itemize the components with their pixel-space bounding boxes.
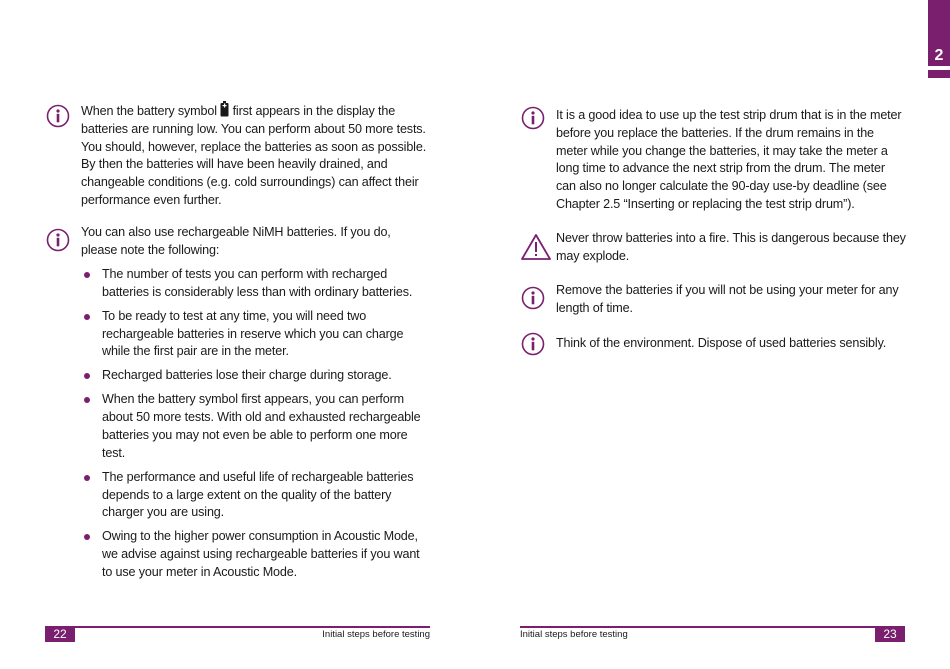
note-text: Remove the batteries if you will not be using your meter for any length of time. — [556, 283, 899, 315]
note-text: It is a good idea to use up the test strip drum that is in the meter before you replace the batteries. If the drum remains in the meter while you change the batteries, it may take the meter a long time to advance the next strip from the drum. The meter can also no longer calculate the 90-day use-by deadline (see Chapter 2.5 “Inserting or replacing the test strip drum”). — [556, 108, 902, 211]
note-text-before-icon: When the battery symbol — [81, 104, 217, 118]
list-item — [82, 367, 430, 385]
note-rechargeable — [81, 224, 426, 260]
battery-icon — [220, 101, 229, 117]
note-text: You can also use rechargeable NiMH batteries. If you do, please note the following: — [81, 225, 391, 257]
list-item-text: Recharged batteries lose their charge during storage. — [102, 368, 392, 383]
list-item — [82, 469, 430, 522]
list-item — [82, 308, 430, 361]
bullet-dot — [84, 314, 90, 320]
list-item-text: When the battery symbol first appears, you can perform about 50 more tests. With old and exhausted rechargeable batteries you may not even be able to perform one more test. — [102, 392, 421, 460]
info-icon — [521, 332, 545, 356]
page-number: 22 — [45, 626, 75, 642]
list-item-text: The number of tests you can perform with recharged batteries is considerably less than with ordinary batteries. — [102, 267, 413, 299]
list-item-text: To be ready to test at any time, you will need two rechargeable batteries in reserve which you can charge while the first pair are in the meter. — [102, 308, 404, 359]
chapter-number: 2 — [934, 47, 944, 64]
list-item-text: Owing to the higher power consumption in Acoustic Mode, we advise against using rechargeable batteries if you want to use your meter in Acoustic Mode. — [102, 529, 420, 579]
list-item — [82, 391, 430, 462]
page-number: 23 — [875, 626, 905, 642]
note-environment — [556, 335, 908, 353]
bullet-dot — [84, 373, 90, 379]
info-icon — [46, 104, 70, 128]
list-item — [82, 528, 430, 581]
note-battery-low — [81, 101, 431, 210]
footer-rule — [45, 626, 430, 628]
note-test-strip-drum — [556, 107, 908, 214]
note-text: Think of the environment. Dispose of used batteries sensibly. — [556, 336, 887, 350]
info-icon — [521, 106, 545, 130]
info-icon — [521, 286, 545, 310]
footer-title: Initial steps before testing — [520, 629, 628, 640]
list-item-text: The performance and useful life of rechargeable batteries depends to a large extent on the quality of the battery charger you are using. — [102, 469, 414, 520]
list-item — [82, 266, 430, 302]
note-remove-batteries — [556, 282, 908, 318]
footer-title: Initial steps before testing — [322, 629, 430, 640]
note-text: Never throw batteries into a fire. This is dangerous because they may explode. — [556, 231, 906, 263]
note-text-after-icon: first appears in the display the batteries are running low. You can perform about 50 more tests. You should, however, replace the batteries as soon as possible. By then the batteries will have been heavily drained, and changeable conditions (e.g. cold surroundings) can affect their performance even further. — [81, 104, 427, 207]
bullet-dot — [84, 397, 90, 403]
footer-rule — [520, 626, 905, 628]
bullet-dot — [84, 272, 90, 278]
note-fire-warning — [556, 230, 908, 266]
bullet-list — [82, 266, 430, 588]
warning-icon — [520, 233, 552, 261]
info-icon — [46, 228, 70, 252]
bullet-dot — [84, 475, 90, 481]
chapter-tab-marker — [928, 70, 950, 78]
bullet-dot — [84, 534, 90, 540]
